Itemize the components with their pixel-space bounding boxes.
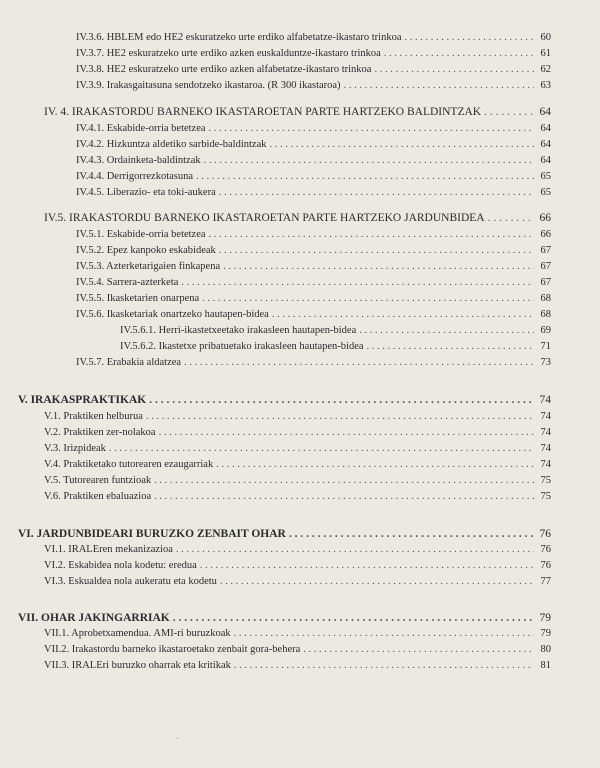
toc-entry-title: IV.3.9. Irakasgaitasuna sendotzeko ikastaroa. (R 300 ikastaroa) [76,80,341,91]
leader-dots [209,121,534,137]
toc-entry-title: IV.5.6.1. Herri-ikastetxeetako irakasleen hautapen-bidea [120,325,357,336]
leader-dots [109,441,534,457]
toc-entry-page: 60 [540,32,551,43]
toc-section-heading [44,104,551,120]
leader-dots [196,169,534,185]
toc-entry-title: IV.4.1. Eskabide-orria betetzea [76,123,206,134]
toc-entry-title: V.5. Tutorearen funtzioak [44,475,152,486]
toc-entry-page: 65 [540,187,551,198]
toc-entry-page: 66 [540,229,551,240]
leader-dots [234,626,534,642]
toc-entry [76,137,551,153]
toc-entry-title: IV.5.5. Ikasketarien onarpena [76,293,200,304]
toc-entry [76,185,551,201]
toc-entry [76,291,551,307]
toc-entry-page: 74 [539,394,551,406]
toc-entry [76,153,551,169]
leader-dots [149,392,534,408]
toc-entry-page: 81 [540,660,551,671]
toc-entry [44,457,551,473]
toc-entry-title: V.6. Praktiken ebaluazioa [44,491,152,502]
toc-entry [76,243,551,259]
toc-entry [44,542,551,558]
toc-entry [76,275,551,291]
leader-dots [154,473,534,489]
toc-entry [44,409,551,425]
toc-entry-title: IV.3.6. HBLEM edo HE2 eskuratzeko urte erdiko alfabetatze-ikastaro trinkoa [76,32,402,43]
toc-entry-title: IV.5.4. Sarrera-azterketa [76,277,179,288]
toc-entry-page: 68 [540,309,551,320]
toc-entry-title: V.3. Irizpideak [44,443,106,454]
leader-dots [272,307,534,323]
toc-entry-title: IV.5.6. Ikasketariak onartzeko hautapen-bidea [76,309,269,320]
leader-dots [181,275,534,291]
toc-entry [44,574,551,590]
toc-section-heading [44,210,551,226]
leader-dots [270,137,535,153]
toc-entry-title: IV.4.2. Hizkuntza aldetiko sarbide-baldintzak [76,139,267,150]
toc-entry-page: 76 [540,560,551,571]
leader-dots [234,658,534,674]
toc-entry-page: 75 [540,491,551,502]
toc-chapter-heading [18,610,551,626]
toc-entry [76,46,551,62]
toc-entry-title: IV.5. IRAKASTORDU BARNEKO IKASTAROETAN PARTE HARTZEKO JARDUNBIDEA [44,212,485,224]
toc-entry-page: 63 [540,80,551,91]
toc-entry [76,121,551,137]
toc-subentry [120,339,551,355]
toc-entry-page: 67 [540,261,551,272]
toc-entry-title: VII. OHAR JAKINGARRIAK [18,612,170,624]
toc-entry-page: 74 [540,427,551,438]
toc-entry-page: 74 [540,459,551,470]
leader-dots [154,489,534,505]
toc-entry [76,227,551,243]
toc-entry-page: 74 [540,443,551,454]
toc-entry-page: 76 [539,528,551,540]
toc-entry-page: 75 [540,475,551,486]
toc-entry [44,658,551,674]
toc-entry-title: VI.3. Eskualdea nola aukeratu eta kodetu [44,576,217,587]
toc-chapter-heading [18,392,551,408]
toc-entry-title: V.4. Praktiketako tutorearen ezaugarriak [44,459,214,470]
toc-entry-title: IV.5.7. Erabakia aldatzea [76,357,182,368]
toc-entry-title: VII.1. Aprobetxamendua. AMI-ri buruzkoak [44,628,231,639]
toc-entry-page: 74 [540,411,551,422]
leader-dots [484,104,534,120]
toc-entry-page: 67 [540,277,551,288]
leader-dots [219,185,534,201]
toc-entry-title: IV.4.5. Liberazio- eta toki-aukera [76,187,216,198]
toc-entry-page: 61 [540,48,551,59]
toc-entry-page: 64 [540,139,551,150]
leader-dots [367,339,534,355]
toc-entry-title: IV.4.4. Derrigorrezkotasuna [76,171,194,182]
toc-entry [76,355,551,371]
toc-subentry [120,323,551,339]
toc-entry-title: IV.5.2. Epez kanpoko eskabideak [76,245,216,256]
leader-dots [204,153,534,169]
toc-entry-page: 77 [540,576,551,587]
leader-dots [384,46,534,62]
leader-dots [200,558,534,574]
toc-entry-title: IV. 4. IRAKASTORDU BARNEKO IKASTAROETAN PARTE HARTZEKO BALDINTZAK [44,106,482,118]
toc-entry-page: 76 [540,544,551,555]
toc-entry-title: IV.3.8. HE2 eskuratzeko urte erdiko azken alfabetatze-ikastaro trinkoa [76,64,372,75]
leader-dots [173,610,534,626]
print-speck: ˏ [176,729,179,739]
toc-entry-page: 64 [539,106,551,118]
toc-entry-title: VII.3. IRALEri buruzko oharrak eta kritikak [44,660,231,671]
toc-entry-title: V.2. Praktiken zer-nolakoa [44,427,156,438]
leader-dots [374,62,534,78]
toc-entry-page: 79 [539,612,551,624]
leader-dots [219,243,534,259]
toc-entry-title: IV.5.6.2. Ikastetxe pribatuetako irakasleen hautapen-bidea [120,341,364,352]
leader-dots [359,323,534,339]
leader-dots [216,457,534,473]
toc-entry-page: 68 [540,293,551,304]
toc-entry [44,425,551,441]
toc-entry [76,62,551,78]
toc-entry [44,473,551,489]
toc-entry-page: 64 [540,123,551,134]
leader-dots [209,227,534,243]
toc-entry-title: VI.2. Eskabidea nola kodetu: eredua [44,560,197,571]
leader-dots [184,355,534,371]
toc-entry-page: 79 [540,628,551,639]
toc-entry [44,626,551,642]
toc-entry-title: IV.5.1. Eskabide-orria betetzea [76,229,206,240]
leader-dots [344,78,534,94]
toc-entry-page: 71 [540,341,551,352]
toc-entry [44,558,551,574]
leader-dots [202,291,534,307]
toc-entry-page: 73 [540,357,551,368]
toc-entry-page: 64 [540,155,551,166]
toc-entry-page: 67 [540,245,551,256]
toc-entry-page: 69 [540,325,551,336]
toc-entry [76,169,551,185]
toc-entry [76,259,551,275]
toc-entry-title: IV.3.7. HE2 eskuratzeko urte erdiko azken euskalduntze-ikastaro trinkoa [76,48,381,59]
toc-entry [44,441,551,457]
leader-dots [220,574,534,590]
toc-entry-page: 62 [540,64,551,75]
toc-entry [76,30,551,46]
toc-entry [76,307,551,323]
toc-entry-title: IV.4.3. Ordainketa-baldintzak [76,155,201,166]
leader-dots [176,542,534,558]
toc-entry-title: VI.1. IRALEren mekanizazioa [44,544,173,555]
leader-dots [303,642,534,658]
leader-dots [289,526,534,542]
toc-entry [76,78,551,94]
leader-dots [223,259,534,275]
toc-entry-page: 65 [540,171,551,182]
toc-entry [44,642,551,658]
toc-entry-title: IV.5.3. Azterketarigaien finkapena [76,261,221,272]
leader-dots [159,425,534,441]
toc-entry-title: V.1. Praktiken helburua [44,411,143,422]
toc-entry-page: 80 [540,644,551,655]
toc-entry-title: V. IRAKASPRAKTIKAK [18,394,147,406]
toc-chapter-heading [18,526,551,542]
leader-dots [405,30,535,46]
toc-entry-page: 66 [539,212,551,224]
toc-entry [44,489,551,505]
leader-dots [488,210,534,226]
toc-entry-title: VII.2. Irakastordu barneko ikastaroetako zenbait gora-behera [44,644,301,655]
leader-dots [146,409,534,425]
toc-entry-title: VI. JARDUNBIDEARI BURUZKO ZENBAIT OHAR [18,528,286,540]
